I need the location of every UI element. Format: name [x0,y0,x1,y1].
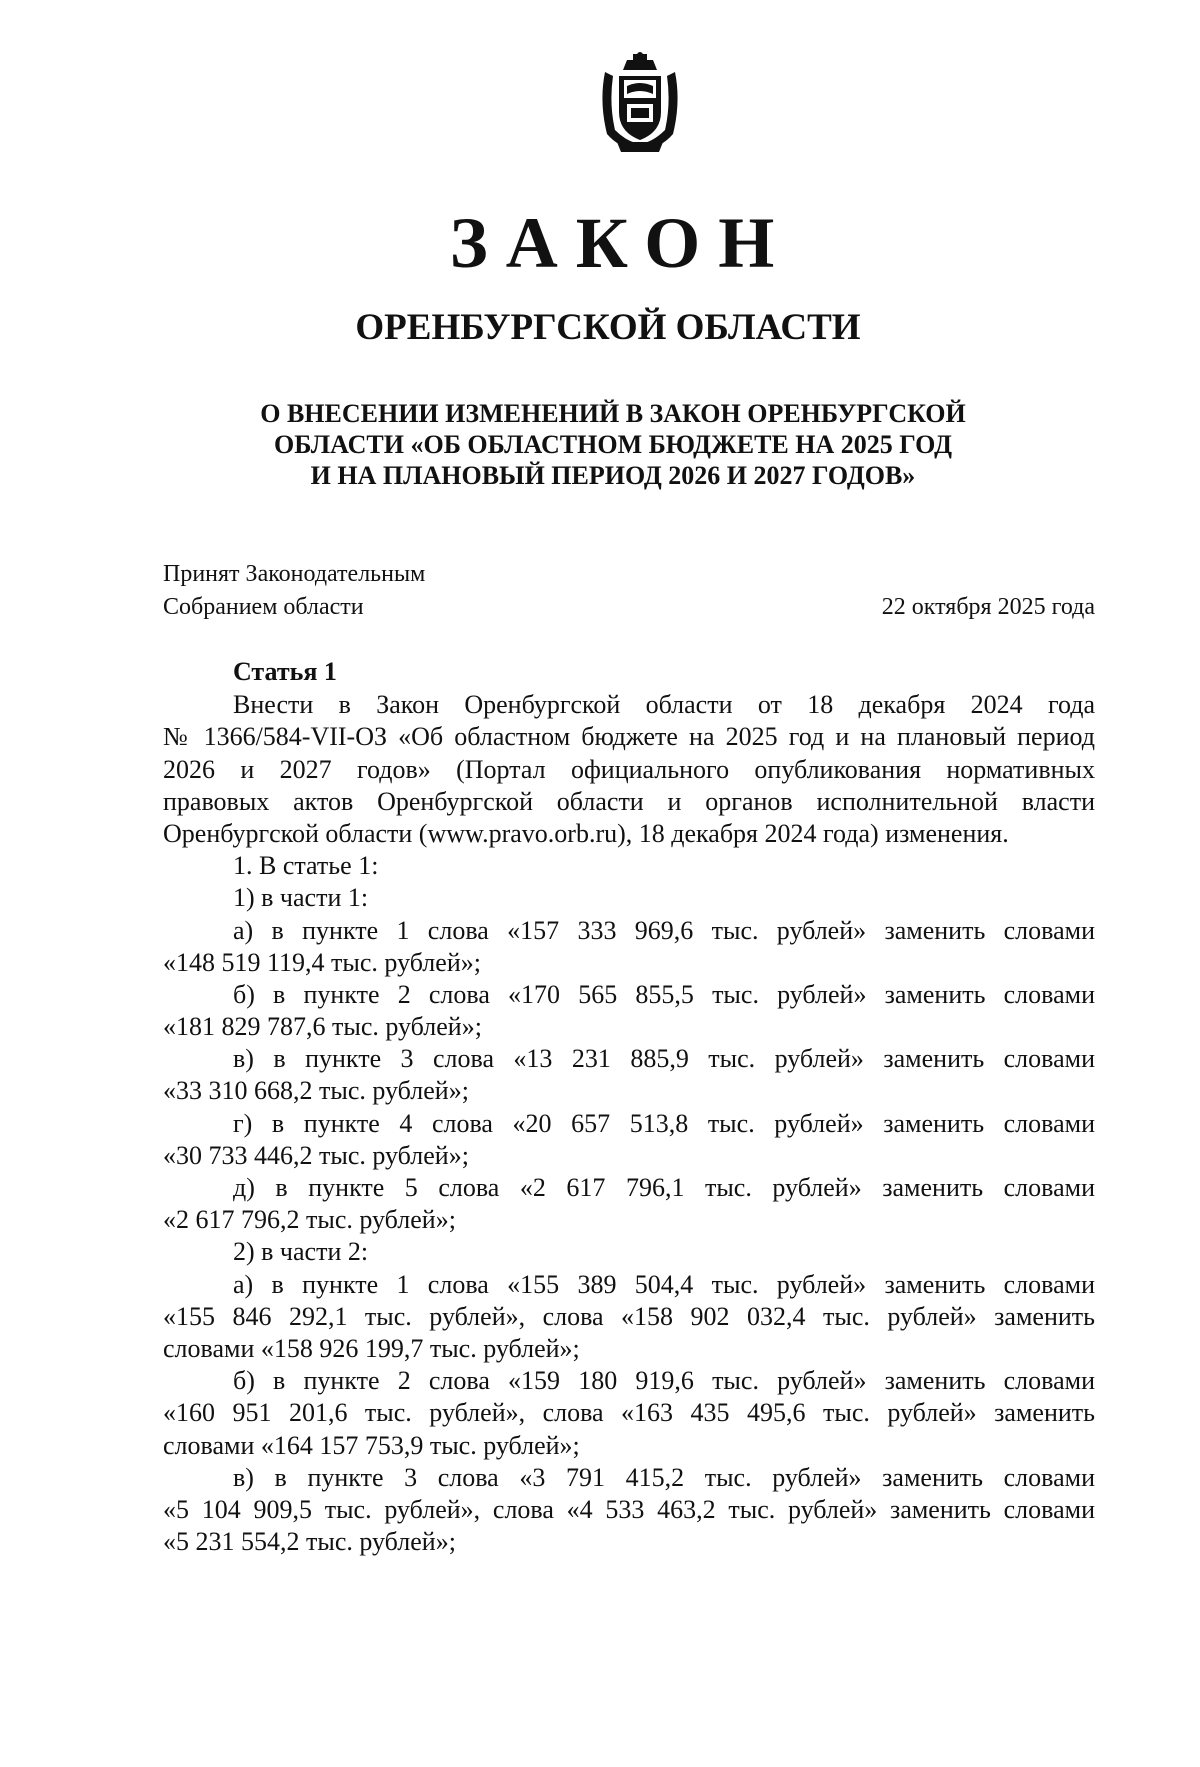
paragraph-line: «30 733 446,2 тыс. рублей»; [163,1140,469,1170]
adoption-block [163,558,1095,624]
paragraph-line: «2 617 796,2 тыс. рублей»; [163,1205,456,1235]
paragraph-line: «5 231 554,2 тыс. рублей»; [163,1527,456,1557]
paragraph-line: Оренбургской области (www.pravo.orb.ru), 18 декабря 2024 года) изменения. [163,818,1009,848]
paragraph-line: а) в пункте 1 слова «157 333 969,6 тыс. рублей» заменить словами [233,915,1095,945]
paragraph-line: 1. В статье 1: [233,851,379,881]
paragraph-line: «5 104 909,5 тыс. рублей», слова «4 533 463,2 тыс. рублей» заменить словами [163,1494,1095,1524]
paragraph-line: «33 310 668,2 тыс. рублей»; [163,1076,469,1106]
adoption-date: 22 октября 2025 года [881,594,1095,620]
document-subtitle: ОРЕНБУРГСКОЙ ОБЛАСТИ [355,307,861,348]
paragraph-line: «181 829 787,6 тыс. рублей»; [163,1012,482,1042]
adoption-line: Принят Законодательным [163,561,426,587]
paragraph-line: № 1366/584-VII-ОЗ «Об областном бюджете на 2025 год и на плановый период [163,722,1095,752]
law-name-line: И НА ПЛАНОВЫЙ ПЕРИОД 2026 И 2027 ГОДОВ» [310,461,916,490]
paragraph-line: 2) в части 2: [233,1237,369,1267]
paragraph-line: в) в пункте 3 слова «13 231 885,9 тыс. рублей» заменить словами [233,1044,1095,1074]
law-name-line: О ВНЕСЕНИИ ИЗМЕНЕНИЙ В ЗАКОН ОРЕНБУРГСКОЙ [260,399,966,428]
law-name-line: ОБЛАСТИ «ОБ ОБЛАСТНОМ БЮДЖЕТЕ НА 2025 ГОД [274,430,952,459]
paragraph-line: б) в пункте 2 слова «159 180 919,6 тыс. рублей» заменить словами [233,1366,1095,1396]
paragraph-line: г) в пункте 4 слова «20 657 513,8 тыс. рублей» заменить словами [233,1108,1095,1138]
paragraph-line: в) в пункте 3 слова «3 791 415,2 тыс. рублей» заменить словами [233,1462,1095,1492]
paragraph-line: б) в пункте 2 слова «170 565 855,5 тыс. рублей» заменить словами [233,979,1095,1009]
adoption-line: Собранием области [163,594,364,620]
paragraph-line: словами «158 926 199,7 тыс. рублей»; [163,1333,580,1363]
paragraph-line: а) в пункте 1 слова «155 389 504,4 тыс. рублей» заменить словами [233,1269,1095,1299]
paragraph-line: 2026 и 2027 годов» (Портал официального опубликования нормативных [163,754,1095,784]
paragraph-line: «148 519 119,4 тыс. рублей»; [163,947,481,977]
paragraph-line: «155 846 292,1 тыс. рублей», слова «158 902 032,4 тыс. рублей» заменить [163,1301,1095,1331]
paragraph-line: 1) в части 1: [233,883,369,913]
law-name [0,398,1200,491]
article-body [163,656,1095,1558]
document-title: ЗАКОН [449,203,793,283]
article-heading: Статья 1 [233,657,337,686]
paragraph-line: д) в пункте 5 слова «2 617 796,1 тыс. рублей» заменить словами [233,1173,1095,1203]
paragraph-line: «160 951 201,6 тыс. рублей», слова «163 435 495,6 тыс. рублей» заменить [163,1398,1095,1428]
paragraph-line: словами «164 157 753,9 тыс. рублей»; [163,1430,580,1460]
coat-of-arms-emblem [597,52,683,154]
paragraph-line: правовых актов Оренбургской области и органов исполнительной власти [163,786,1095,816]
paragraph-line: Внести в Закон Оренбургской области от 18 декабря 2024 года [233,690,1095,720]
